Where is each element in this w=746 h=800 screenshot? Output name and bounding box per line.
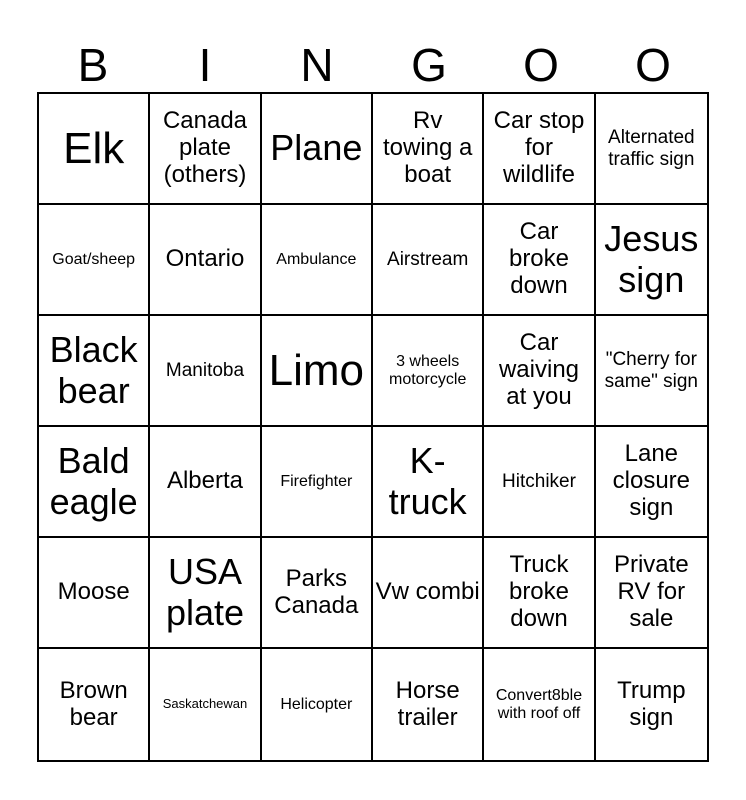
bingo-cell[interactable]: K-truck: [373, 427, 484, 538]
bingo-cell[interactable]: Rv towing a boat: [373, 94, 484, 205]
bingo-cell[interactable]: 3 wheels motorcycle: [373, 316, 484, 427]
bingo-cell[interactable]: Horse trailer: [373, 649, 484, 760]
bingo-cell[interactable]: Convert8ble with roof off: [484, 649, 595, 760]
bingo-cell[interactable]: Alberta: [150, 427, 261, 538]
bingo-cell[interactable]: Saskatchewan: [150, 649, 261, 760]
bingo-cell[interactable]: Vw combi: [373, 538, 484, 649]
bingo-cell[interactable]: Firefighter: [262, 427, 373, 538]
bingo-cell[interactable]: Plane: [262, 94, 373, 205]
bingo-board: [37, 92, 709, 762]
bingo-cell[interactable]: Ambulance: [262, 205, 373, 316]
bingo-cell[interactable]: Ontario: [150, 205, 261, 316]
bingo-cell[interactable]: Limo: [262, 316, 373, 427]
header-letter-g: G: [411, 39, 447, 91]
header-letter-n: N: [300, 39, 334, 91]
header-letter-b: B: [77, 39, 109, 91]
bingo-cell[interactable]: Private RV for sale: [596, 538, 707, 649]
bingo-cell[interactable]: Trump sign: [617, 676, 686, 731]
bingo-cell[interactable]: Brown bear: [39, 649, 150, 760]
bingo-cell[interactable]: Jesus sign: [596, 205, 707, 316]
bingo-cell[interactable]: Lane closure sign: [596, 427, 707, 538]
bingo-cell[interactable]: Alternated traffic sign: [596, 94, 707, 205]
bingo-cell[interactable]: Car waiving at you: [484, 316, 595, 427]
bingo-cell[interactable]: Airstream: [373, 205, 484, 316]
header-letter-i: I: [198, 39, 212, 91]
bingo-cell[interactable]: Truck broke down: [484, 538, 595, 649]
bingo-cell[interactable]: Bald eagle: [39, 427, 150, 538]
bingo-cell[interactable]: Elk: [39, 94, 150, 205]
bingo-header: [37, 38, 709, 92]
bingo-cell[interactable]: Parks Canada: [262, 538, 373, 649]
bingo-cell[interactable]: Black bear: [39, 316, 150, 427]
bingo-cell[interactable]: Canada plate (others): [150, 94, 261, 205]
bingo-cell[interactable]: Manitoba: [150, 316, 261, 427]
bingo-cell[interactable]: Car broke down: [484, 205, 595, 316]
bingo-cell[interactable]: Hitchiker: [484, 427, 595, 538]
bingo-cell[interactable]: "Cherry for same" sign: [596, 316, 707, 427]
bingo-cell[interactable]: Goat/sheep: [39, 205, 150, 316]
bingo-cell[interactable]: Moose: [39, 538, 150, 649]
bingo-cell[interactable]: USA plate: [150, 538, 261, 649]
bingo-cell[interactable]: Helicopter: [262, 649, 373, 760]
header-letter-o: O: [523, 39, 559, 91]
header-letter-o-2: O: [635, 39, 671, 91]
bingo-cell[interactable]: Car stop for wildlife: [484, 94, 595, 205]
